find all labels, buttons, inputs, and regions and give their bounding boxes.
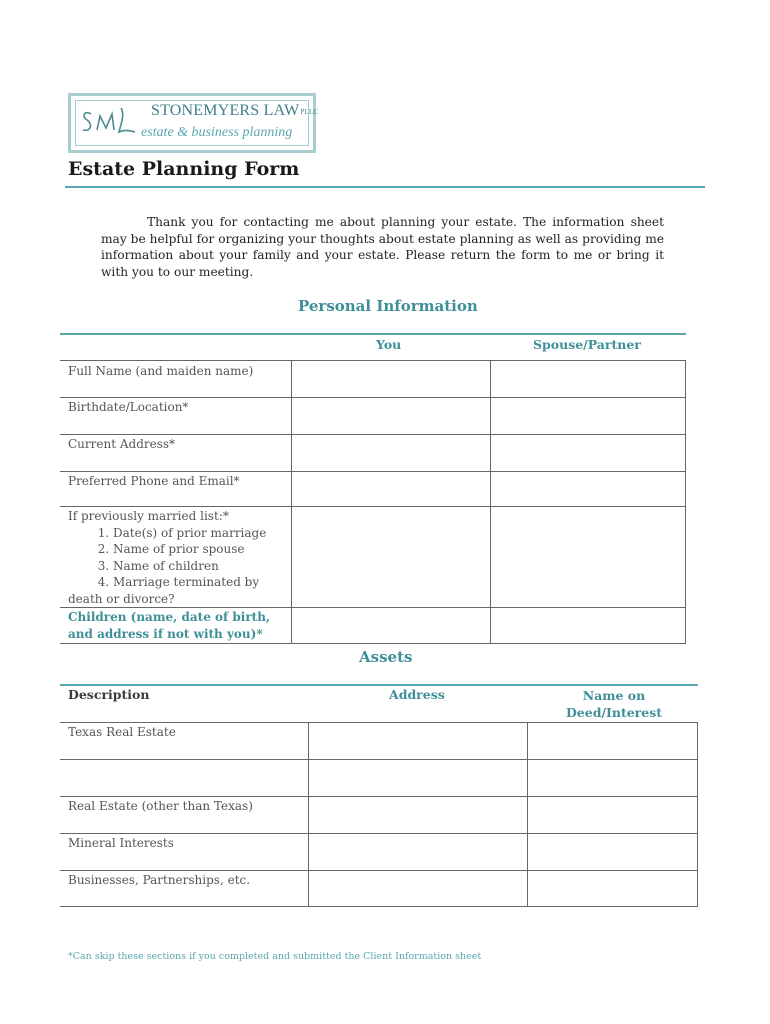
children-you-field[interactable] — [292, 608, 490, 643]
children-label-line2: and address if not with you)* — [68, 626, 263, 641]
name-header-line2: Deed/Interest — [565, 705, 663, 720]
mineral-interests-address-field[interactable] — [309, 834, 527, 870]
full-name-spouse-field[interactable] — [491, 361, 685, 397]
previous-marriage-tail: death or divorce? — [68, 591, 175, 606]
title-divider — [65, 186, 705, 188]
birthdate-spouse-field[interactable] — [491, 398, 685, 434]
list-item: 3. Name of children — [113, 558, 290, 575]
column-header-you: You — [376, 337, 402, 352]
label-full-name: Full Name (and maiden name) — [68, 364, 254, 378]
name-header-line1: Name on — [582, 688, 646, 703]
address-you-field[interactable] — [292, 435, 490, 471]
blank-asset-address-field[interactable] — [309, 760, 527, 796]
firm-name: STONEMYERS LAWPLLC — [151, 102, 319, 119]
children-label-line1: Children (name, date of birth, — [68, 610, 271, 624]
children-spouse-field[interactable] — [491, 608, 685, 643]
address-spouse-field[interactable] — [491, 435, 685, 471]
table-top-rule — [60, 684, 698, 686]
list-item: 1. Date(s) of prior marriage — [113, 525, 290, 542]
other-real-estate-address-field[interactable] — [309, 797, 527, 833]
birthdate-you-field[interactable] — [292, 398, 490, 434]
label-previous-marriage — [68, 508, 290, 607]
asset-row-label: Texas Real Estate — [68, 725, 176, 739]
texas-real-estate-name-field[interactable] — [528, 723, 697, 759]
blank-asset-name-field[interactable] — [528, 760, 697, 796]
phone-email-spouse-field[interactable] — [491, 472, 685, 506]
previous-marriage-you-field[interactable] — [292, 507, 490, 607]
previous-marriage-spouse-field[interactable] — [491, 507, 685, 607]
column-header-description: Description — [68, 687, 150, 702]
intro-paragraph: Thank you for contacting me about planning your estate. The information sheet may be helpful for organizing your thoughts about estate planning as well as providing me information about your family and your estate. Please return the form to me or bring it with you to our meeting. — [101, 215, 664, 279]
asset-row-label: Mineral Interests — [68, 836, 174, 850]
firm-tagline: estate & business planning — [141, 125, 293, 140]
texas-real-estate-address-field[interactable] — [309, 723, 527, 759]
column-rule — [697, 722, 698, 907]
footnote: *Can skip these sections if you completed and submitted the Client Information sheet — [68, 951, 482, 962]
label-address: Current Address* — [68, 437, 176, 451]
asset-row-label: Real Estate (other than Texas) — [68, 799, 253, 813]
previous-marriage-intro: If previously married list:* — [68, 509, 229, 523]
label-birthdate: Birthdate/Location* — [68, 400, 189, 414]
column-rule — [685, 360, 686, 644]
column-header-name-on-deed — [540, 687, 688, 721]
full-name-you-field[interactable] — [292, 361, 490, 397]
row-rule — [60, 906, 698, 907]
page-title: Estate Planning Form — [68, 158, 300, 180]
firm-suffix: PLLC — [300, 108, 319, 116]
list-item: 2. Name of prior spouse — [113, 541, 290, 558]
phone-email-you-field[interactable] — [292, 472, 490, 506]
firm-logo — [68, 93, 319, 153]
mineral-interests-name-field[interactable] — [528, 834, 697, 870]
monogram-logo-icon — [77, 100, 139, 144]
asset-row-label: Businesses, Partnerships, etc. — [68, 873, 251, 887]
label-children — [68, 609, 270, 642]
section-heading-personal: Personal Information — [298, 297, 478, 315]
column-header-spouse: Spouse/Partner — [533, 337, 641, 352]
previous-marriage-list — [68, 525, 290, 591]
row-rule — [60, 643, 686, 644]
other-real-estate-name-field[interactable] — [528, 797, 697, 833]
column-header-address: Address — [389, 687, 445, 702]
section-heading-assets: Assets — [359, 648, 413, 666]
label-phone-email: Preferred Phone and Email* — [68, 474, 240, 488]
list-item: 4. Marriage terminated by — [113, 574, 290, 591]
table-top-rule — [60, 333, 686, 335]
businesses-address-field[interactable] — [309, 871, 527, 906]
businesses-name-field[interactable] — [528, 871, 697, 906]
